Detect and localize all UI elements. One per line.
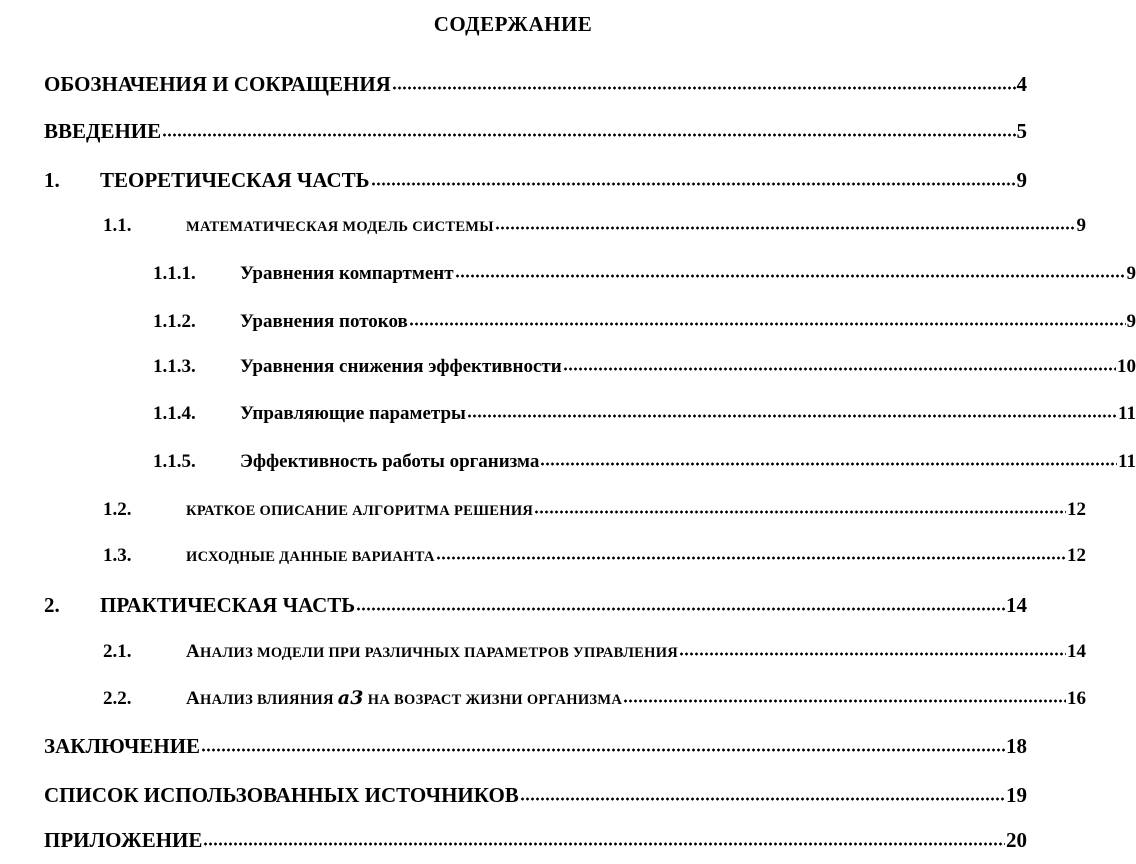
toc-entry[interactable] [0,687,1086,717]
toc-dot-leader [520,797,1005,801]
toc-dot-leader [495,226,1076,230]
toc-entry-initial: А [186,688,201,709]
toc-entry-number: 1.1. [103,215,132,236]
toc-page-number: 9 [1126,311,1136,332]
toc-entry-number: 1.1.5. [153,451,196,472]
toc-entry-text: ВВЕДЕНИЕ [44,119,162,143]
toc-page-number: 9 [1076,215,1086,236]
toc-dot-leader [563,367,1116,371]
toc-title: СОДЕРЖАНИЕ [433,12,593,36]
toc-entry[interactable] [0,215,1086,245]
toc-entry-text: ПРАКТИЧЕСКАЯ ЧАСТЬ [100,593,356,617]
toc-page-number: 20 [1006,828,1027,852]
toc-entry-text: ЗАКЛЮЧЕНИЕ [44,734,201,758]
toc-entry-number: 1. [44,168,60,192]
toc-entry[interactable] [0,72,1027,102]
toc-page-number: 9 [1016,168,1027,192]
toc-entry-initial: А [186,641,201,662]
toc-entry-number: 1.1.3. [153,356,196,377]
toc-dot-leader [623,699,1066,703]
toc-page-number: 14 [1067,641,1086,662]
toc-entry-text: Управляющие параметры [240,403,466,424]
toc-entry-text: Уравнения потоков [240,311,408,332]
toc-entry-text: ПРИЛОЖЕНИЕ [44,828,203,852]
toc-entry[interactable] [0,119,1027,149]
toc-page-number: 12 [1067,545,1086,566]
toc-dot-leader [455,274,1126,278]
toc-entry-number: 1.2. [103,499,132,520]
toc-entry-number: 2.1. [103,641,132,662]
toc-dot-leader [467,414,1117,418]
toc-dot-leader [534,510,1066,514]
toc-page-number: 19 [1006,783,1027,807]
toc-page-number: 5 [1016,119,1027,143]
toc-entry-number: 1.1.1. [153,263,196,284]
toc-dot-leader [356,607,1005,611]
toc-dot-leader [203,842,1005,846]
toc-entry-text: Уравнения компартмент [240,263,454,284]
toc-entry-text: МАТЕМАТИЧЕСКАЯ МОДЕЛЬ СИСТЕМЫ [186,219,494,235]
toc-dot-leader [679,652,1066,656]
toc-entry-number: 2. [44,593,60,617]
toc-dot-leader [392,86,1016,90]
toc-page-number: 12 [1067,499,1086,520]
toc-entry[interactable] [0,451,1136,481]
toc-entry-text-rest: НАЛИЗ МОДЕЛИ ПРИ РАЗЛИЧНЫХ ПАРАМЕТРОВ УПРАВЛЕНИЯ [200,645,679,661]
toc-entry-text-rest: НАЛИЗ ВЛИЯНИЯ [200,692,334,708]
toc-entry-number: 1.3. [103,545,132,566]
toc-entry[interactable] [0,734,1027,764]
toc-entry[interactable] [0,828,1027,858]
toc-entry-text: Уравнения снижения эффективности [240,356,562,377]
toc-entry[interactable] [0,499,1086,529]
toc-entry[interactable] [0,403,1136,433]
toc-entry-text: СПИСОК ИСПОЛЬЗОВАННЫХ ИСТОЧНИКОВ [44,783,519,807]
toc-entry[interactable] [0,168,1027,198]
toc-entry-number: 1.1.4. [153,403,196,424]
toc-entry-text: ИСХОДНЫЕ ДАННЫЕ ВАРИАНТА [186,549,435,565]
toc-page-number: 10 [1117,356,1136,377]
toc-entry[interactable] [0,593,1027,623]
math-variable: a3 [337,687,364,709]
toc-entry[interactable] [0,783,1027,813]
toc-entry[interactable] [0,356,1136,386]
toc-entry-number: 1.1.2. [153,311,196,332]
toc-entry[interactable] [0,545,1086,575]
toc-dot-leader [162,133,1015,137]
toc-entry-text: ОБОЗНАЧЕНИЯ И СОКРАЩЕНИЯ [44,72,391,96]
toc-page-number: 4 [1016,72,1027,96]
toc-dot-leader [371,182,1016,186]
toc-dot-leader [540,462,1117,466]
toc-entry[interactable] [0,311,1136,341]
toc-entry-text: Эффективность работы организма [240,451,540,472]
toc-page-number: 11 [1118,403,1136,424]
toc-dot-leader [201,748,1005,752]
toc-page-number: 14 [1006,593,1027,617]
toc-entry[interactable] [0,641,1086,671]
toc-dot-leader [409,322,1126,326]
toc-page-number: 18 [1006,734,1027,758]
toc-entry-number: 2.2. [103,688,132,709]
toc-page-number: 11 [1118,451,1136,472]
toc-entry-text: ТЕОРЕТИЧЕСКАЯ ЧАСТЬ [100,168,370,192]
toc-page-number: 9 [1126,263,1136,284]
toc-dot-leader [436,556,1066,560]
toc-entry-text-after: НА ВОЗРАСТ ЖИЗНИ ОРГАНИЗМА [367,692,623,708]
toc-entry-text [186,641,678,663]
toc-page-number: 16 [1067,688,1086,709]
toc-entry[interactable] [0,263,1136,293]
toc-entry-text [186,687,622,710]
toc-entry-text: КРАТКОЕ ОПИСАНИЕ АЛГОРИТМА РЕШЕНИЯ [186,503,534,519]
